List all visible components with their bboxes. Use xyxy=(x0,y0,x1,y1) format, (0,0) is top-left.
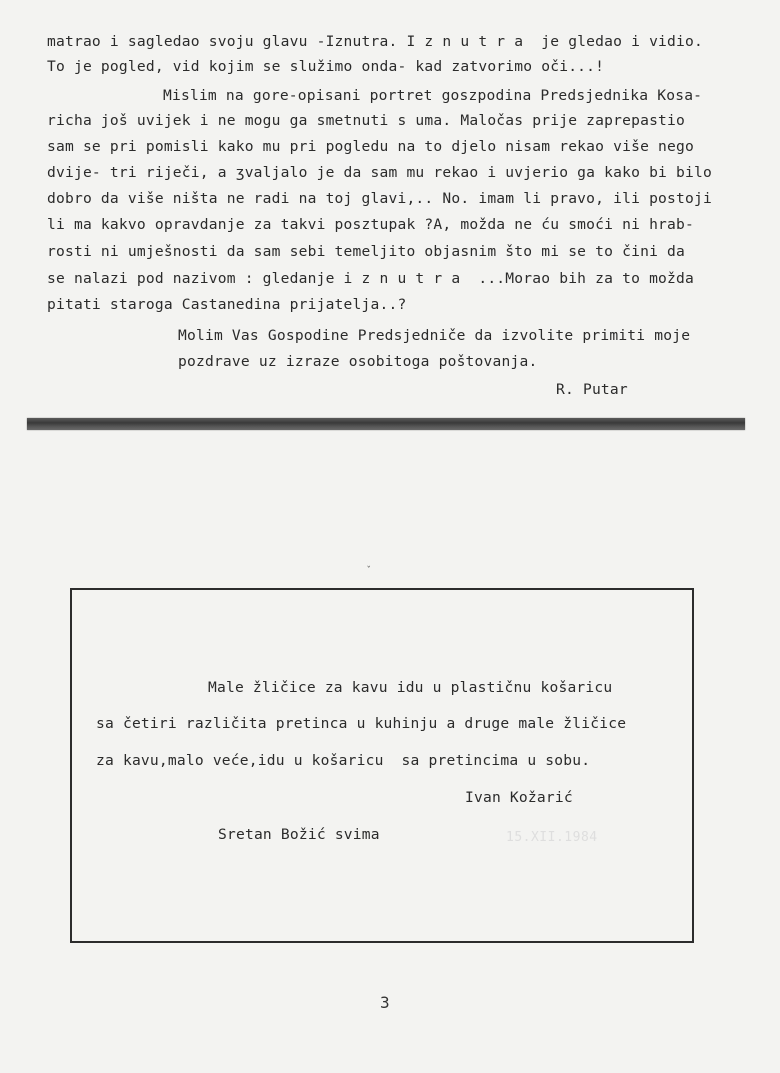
letter-line: rosti ni umješnosti da sam sebi temeljito objasnim što mi se to čini da xyxy=(47,243,686,260)
letter-closing-line: Molim Vas Gospodine Predsjedniče da izvolite primiti moje xyxy=(178,327,691,344)
letter-line: matrao i sagledao svoju glavu -Iznutra. I z n u t r a je gledao i vidio. xyxy=(47,33,703,50)
letter-line: richa još uvijek i ne mogu ga smetnuti s uma. Maločas prije zaprepastio xyxy=(47,112,686,129)
note-line: za kavu,malo veće,idu u košaricu sa pretincima u sobu. xyxy=(96,752,591,769)
note-line: sa četiri različita pretinca u kuhinju a druge male žličice xyxy=(96,715,627,732)
letter-line: To je pogled, vid kojim se služimo onda- kad zatvorimo oči...! xyxy=(47,58,605,75)
page-number: 3 xyxy=(380,993,390,1012)
separator-bar xyxy=(27,418,745,430)
letter-line: dvije- tri riječi, a ʒvaljalo je da sam mu rekao i uvjerio ga kako bi bilo xyxy=(47,164,712,181)
letter-signature: R. Putar xyxy=(556,381,628,398)
note-greeting: Sretan Božić svima xyxy=(218,826,380,843)
note-line: Male žličice za kavu idu u plastičnu košaricu xyxy=(208,679,613,696)
letter-closing-line: pozdrave uz izraze osobitoga poštovanja. xyxy=(178,353,538,370)
letter-line: sam se pri pomisli kako mu pri pogledu na to djelo nisam rekao više nego xyxy=(47,138,695,155)
letter-line: li ma kakvo opravdanje za takvi posztupak ?A, možda ne ću smoći ni hrab- xyxy=(47,216,695,233)
letter-line: pitati staroga Castanedina prijatelja..? xyxy=(47,296,407,313)
note-signature: Ivan Kožarić xyxy=(465,789,573,806)
letter-line: se nalazi pod nazivom : gledanje i z n u t r a ...Morao bih za to možda xyxy=(47,270,695,287)
stray-mark: ˇ xyxy=(366,566,372,576)
letter-line: dobro da više ništa ne radi na toj glavi,.. No. imam li pravo, ili postoji xyxy=(47,190,712,207)
letter-line: Mislim na gore-opisani portret goszpodina Predsjednika Kosa- xyxy=(163,87,703,104)
date-stamp: 15.XII.1984 xyxy=(506,830,598,845)
